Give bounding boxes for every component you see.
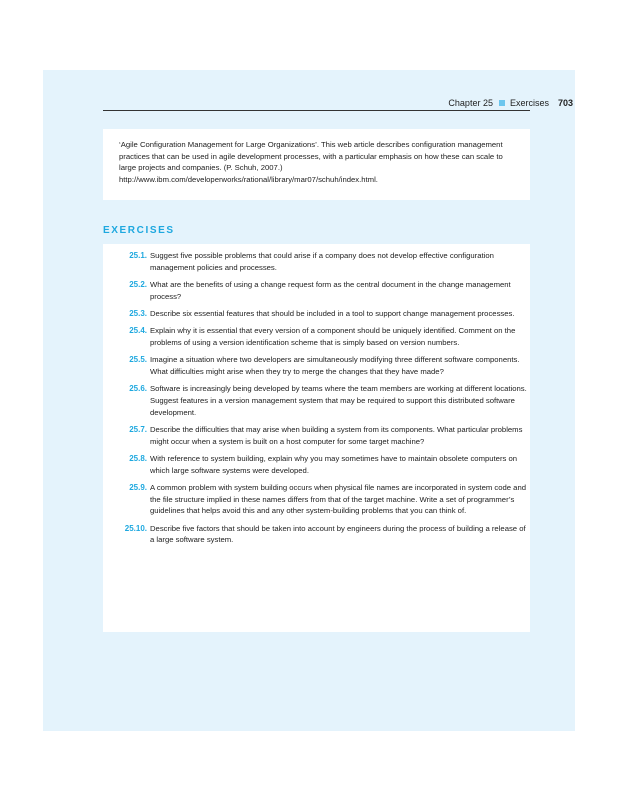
exercise-text: Describe five factors that should be taken into account by engineers during the process of building a release of a large software system. — [150, 523, 526, 545]
exercise-item — [103, 523, 530, 547]
exercise-list — [103, 250, 530, 552]
exercises-heading: EXERCISES — [103, 225, 175, 236]
exercises-box — [103, 244, 530, 632]
exercise-text: Describe six essential features that should be included in a tool to support change management processes. — [150, 308, 515, 318]
header-rule — [103, 110, 530, 111]
exercise-item — [103, 453, 530, 477]
exercise-number: 25.7. — [129, 424, 147, 434]
exercise-number: 25.3. — [129, 308, 147, 318]
further-reading-box — [103, 129, 530, 200]
exercise-item — [103, 308, 530, 320]
exercise-item — [103, 482, 530, 517]
chapter-label: Chapter 25 — [448, 98, 493, 108]
exercise-text: Suggest five possible problems that could arise if a company does not develop effective configuration management policies and processes. — [150, 251, 494, 272]
section-label: Exercises — [509, 98, 549, 108]
exercise-text: Explain why it is essential that every version of a component should be uniquely identified. Comment on the problems of using a version identification scheme that is simply based on version numbers. — [150, 326, 516, 347]
exercise-number: 25.1. — [129, 251, 147, 260]
exercise-item — [103, 250, 530, 274]
reference-text: ‘Agile Configuration Management for Large Organizations’. This web article describes configuration management practices that can be used in agile development processes, with a particular emphasis on how these can scale to large projects and companies. (P. Schuh, 2007.) http://www.ibm.com/developerworks/rational/library/mar07/schuh/index.html. — [119, 140, 503, 184]
exercise-text: Describe the difficulties that may arise when building a system from its components. What particular problems might occur when a system is built on a host computer for some target machine? — [150, 424, 523, 446]
page-number: 703 — [557, 98, 573, 108]
exercise-item — [103, 279, 530, 303]
exercise-number: 25.4. — [129, 326, 147, 336]
exercise-text: Software is increasingly being developed by teams where the team members are working at different locations. Suggest features in a version management system that may be required to support this distributed software development. — [150, 384, 527, 417]
exercise-text: With reference to system building, explain why you may sometimes have to maintain obsolete computers on which large software systems were developed. — [150, 453, 518, 475]
exercise-item — [103, 325, 530, 349]
exercise-number: 25.8. — [129, 453, 147, 463]
running-header — [448, 97, 573, 109]
exercise-number: 25.9. — [129, 482, 147, 492]
exercise-item — [103, 354, 530, 378]
exercise-text: Imagine a situation where two developers are simultaneously modifying three different software components. What difficulties might arise when they try to merge the changes that they have made? — [150, 355, 520, 376]
exercise-number: 25.5. — [129, 355, 147, 365]
exercise-number: 25.6. — [129, 384, 147, 394]
exercise-number: 25.10. — [124, 523, 147, 533]
square-bullet-icon — [499, 100, 505, 106]
exercise-item — [103, 383, 530, 418]
exercise-number: 25.2. — [129, 279, 147, 289]
exercise-item — [103, 424, 530, 448]
exercise-text: What are the benefits of using a change request form as the central document in the change management process? — [150, 279, 511, 301]
exercise-text: A common problem with system building occurs when physical file names are incorporated in system code and the file structure implied in these names differs from that of the target machine. Write a set of programmer’s guidelines that helps avoid this and any other system-building problems that you can think of. — [150, 482, 527, 516]
